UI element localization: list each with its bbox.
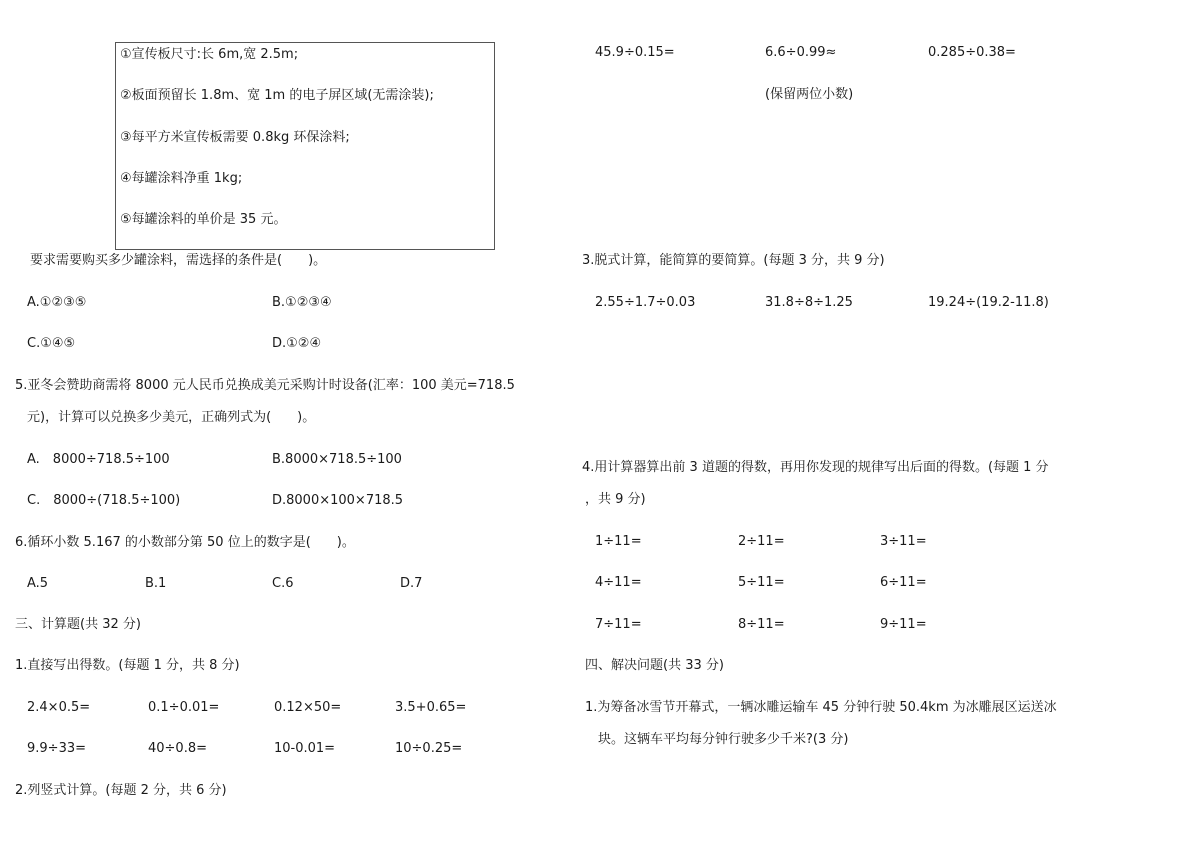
s4-q1-line2: 块。这辆车平均每分钟行驶多少千米?(3 分) [598,732,849,747]
q4-option-b: B.①②③④ [272,295,332,310]
vertical-calc-item: 45.9÷0.15= [595,45,675,60]
q5-stem-line1: 5.亚冬会赞助商需将 8000 元人民币兑换成美元采购计时设备(汇率：100 美元=718.5 [15,378,515,393]
vertical-calc-item: 0.285÷0.38= [928,45,1016,60]
condition-2: ②板面预留长 1.8m、宽 1m 的电子屏区域(无需涂装); [120,88,434,103]
q6-stem: 6.循环小数 5.167 的小数部分第 50 位上的数字是( )。 [15,535,355,550]
q4-stem: 要求需要购买多少罐涂料，需选择的条件是( )。 [30,253,327,268]
s3-q1-item: 40÷0.8= [148,741,208,756]
division-item: 6÷11= [880,575,927,590]
vertical-calc-item: 6.6÷0.99≈ [765,45,837,60]
condition-1: ①宣传板尺寸:长 6m,宽 2.5m; [120,47,299,62]
s3-q1-item: 9.9÷33= [27,741,87,756]
s3-q1-item: 3.5+0.65= [395,700,467,715]
q6-option-a: A.5 [27,576,49,591]
division-item: 4÷11= [595,575,642,590]
q5-stem-line2: 元)，计算可以兑换多少美元，正确列式为( )。 [27,410,316,425]
q5-option-d: D.8000×100×718.5 [272,493,404,508]
q6-option-c: C.6 [272,576,294,591]
q3-title: 3.脱式计算，能简算的要简算。(每题 3 分，共 9 分) [582,253,885,268]
s3-q1-title: 1.直接写出得数。(每题 1 分，共 8 分) [15,658,240,673]
section4-title: 四、解决问题(共 33 分) [585,658,724,673]
condition-3: ③每平方米宣传板需要 0.8kg 环保涂料; [120,130,350,145]
q4-option-d: D.①②④ [272,336,322,351]
vertical-calc-note: (保留两位小数) [765,87,854,102]
division-item: 9÷11= [880,617,927,632]
q4-option-c: C.①④⑤ [27,336,76,351]
q3-item: 31.8÷8÷1.25 [765,295,853,310]
division-item: 3÷11= [880,534,927,549]
q4-right-title-line2: ，共 9 分) [585,492,646,507]
conditions-box [115,42,495,250]
q6-option-d: D.7 [400,576,423,591]
q6-option-b: B.1 [145,576,167,591]
division-item: 8÷11= [738,617,785,632]
section3-title: 三、计算题(共 32 分) [15,617,141,632]
division-item: 2÷11= [738,534,785,549]
s4-q1-line1: 1.为筹备冰雪节开幕式，一辆冰雕运输车 45 分钟行驶 50.4km 为冰雕展区运送冰 [585,700,1057,715]
q5-option-a: A. 8000÷718.5÷100 [27,452,170,467]
division-item: 1÷11= [595,534,642,549]
s3-q1-item: 10÷0.25= [395,741,463,756]
q5-option-c: C. 8000÷(718.5÷100) [27,493,181,508]
s3-q1-item: 2.4×0.5= [27,700,91,715]
condition-4: ④每罐涂料净重 1kg; [120,171,243,186]
q4-right-title-line1: 4.用计算器算出前 3 道题的得数，再用你发现的规律写出后面的得数。(每题 1 分 [582,460,1049,475]
q4-option-a: A.①②③⑤ [27,295,87,310]
s3-q2-title: 2.列竖式计算。(每题 2 分，共 6 分) [15,783,227,798]
division-item: 5÷11= [738,575,785,590]
condition-5: ⑤每罐涂料的单价是 35 元。 [120,212,287,227]
s3-q1-item: 10-0.01= [274,741,336,756]
division-item: 7÷11= [595,617,642,632]
q5-option-b: B.8000×718.5÷100 [272,452,402,467]
q3-item: 19.24÷(19.2-11.8) [928,295,1049,310]
s3-q1-item: 0.1÷0.01= [148,700,220,715]
s3-q1-item: 0.12×50= [274,700,342,715]
q3-item: 2.55÷1.7÷0.03 [595,295,696,310]
